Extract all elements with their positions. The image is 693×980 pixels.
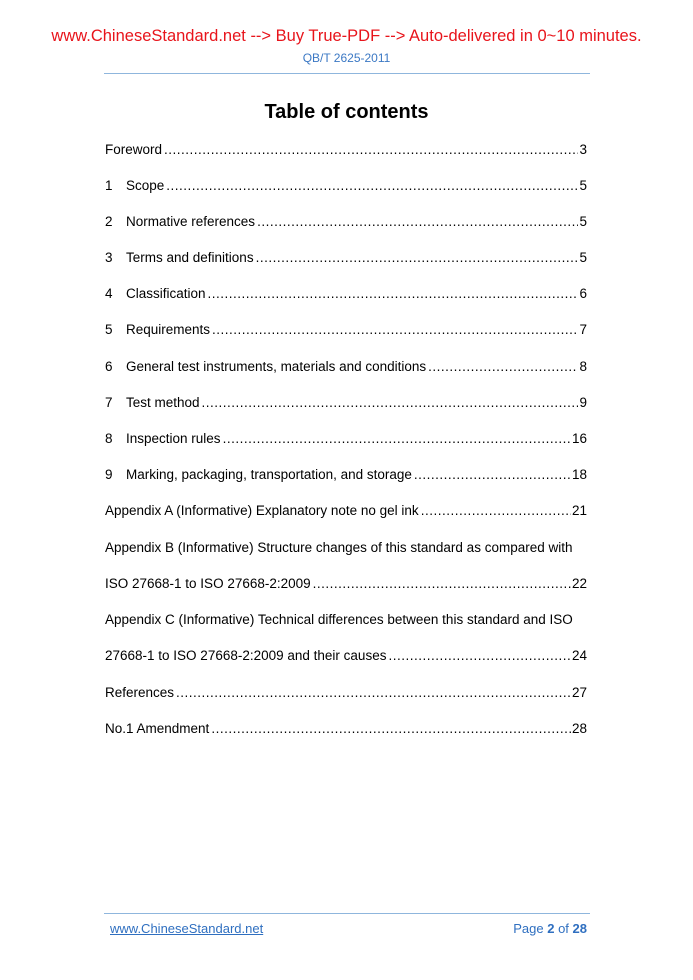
standard-code: QB/T 2625-2011 xyxy=(302,51,391,65)
footer-divider xyxy=(104,913,590,914)
toc-number: 9 xyxy=(105,467,113,482)
toc-label: 27668-1 to ISO 27668-2:2009 and their causes xyxy=(105,648,387,663)
toc-leader xyxy=(166,176,578,196)
toc-page: 8 xyxy=(579,359,587,374)
page-prefix: Page xyxy=(513,921,544,936)
toc-number: 3 xyxy=(105,250,113,265)
toc-entry[interactable] xyxy=(105,140,587,160)
toc-number: 8 xyxy=(105,431,113,446)
toc-leader xyxy=(202,393,579,413)
toc-label: References xyxy=(105,685,175,700)
toc-number: 6 xyxy=(105,359,113,374)
toc-page: 27 xyxy=(571,685,587,700)
toc-entry[interactable] xyxy=(105,501,587,521)
page-current: 2 xyxy=(547,921,555,936)
toc-page: 3 xyxy=(579,142,587,157)
toc-leader xyxy=(257,212,578,232)
toc-number: 1 xyxy=(105,178,113,193)
toc-label: Foreword xyxy=(105,142,163,157)
toc-leader xyxy=(428,357,578,377)
toc-page: 28 xyxy=(571,721,587,736)
toc-label: Classification xyxy=(126,286,206,301)
toc-leader xyxy=(212,320,578,340)
toc-page: 6 xyxy=(579,286,587,301)
toc-leader xyxy=(223,429,571,449)
toc-label: Test method xyxy=(126,395,200,410)
toc-leader xyxy=(313,574,571,594)
toc-page: 9 xyxy=(579,395,587,410)
toc-number: 2 xyxy=(105,214,113,229)
toc-number: 4 xyxy=(105,286,113,301)
toc-entry[interactable] xyxy=(105,320,587,340)
toc-entry[interactable] xyxy=(105,212,587,232)
toc-entry-continued[interactable]: Appendix C (Informative) Technical differences between this standard and ISO xyxy=(105,612,573,627)
toc-leader xyxy=(176,683,571,703)
toc-page: 18 xyxy=(571,467,587,482)
toc-label: No.1 Amendment xyxy=(105,721,210,736)
page-title: Table of contents xyxy=(264,101,429,123)
toc-label: Scope xyxy=(126,178,165,193)
page-of: of xyxy=(558,921,569,936)
toc-label: Inspection rules xyxy=(126,431,221,446)
toc-page: 16 xyxy=(571,431,587,446)
toc-entry[interactable] xyxy=(105,393,587,413)
toc-entry[interactable] xyxy=(105,248,587,268)
toc-page: 22 xyxy=(571,576,587,591)
toc-label: Normative references xyxy=(126,214,256,229)
toc-entry-continued[interactable]: Appendix B (Informative) Structure changes of this standard as compared with xyxy=(105,540,573,555)
page-total: 28 xyxy=(572,921,587,936)
page-number xyxy=(513,921,587,936)
toc-page: 24 xyxy=(571,648,587,663)
footer-site-link[interactable]: www.ChineseStandard.net xyxy=(110,921,264,936)
toc-leader xyxy=(388,646,571,666)
toc-entry[interactable] xyxy=(105,683,587,703)
toc-entry[interactable] xyxy=(105,719,587,739)
toc-leader xyxy=(208,284,579,304)
toc-entry[interactable] xyxy=(105,176,587,196)
toc-page: 5 xyxy=(579,178,587,193)
toc-label: Marking, packaging, transportation, and storage xyxy=(126,467,412,482)
header-banner: www.ChineseStandard.net --> Buy True-PDF --> Auto-delivered in 0~10 minutes. xyxy=(51,27,642,45)
toc-entry[interactable] xyxy=(105,284,587,304)
toc-entry[interactable] xyxy=(105,465,587,485)
toc-leader xyxy=(414,465,571,485)
toc-label: General test instruments, materials and conditions xyxy=(126,359,427,374)
toc-label: Requirements xyxy=(126,322,211,337)
toc-label: Appendix A (Informative) Explanatory note no gel ink xyxy=(105,503,419,518)
toc-number: 5 xyxy=(105,322,113,337)
toc-leader xyxy=(421,501,571,521)
toc-page: 21 xyxy=(571,503,587,518)
toc-entry[interactable] xyxy=(105,646,587,666)
toc-leader xyxy=(211,719,571,739)
toc-label: Terms and definitions xyxy=(126,250,254,265)
toc-page: 5 xyxy=(579,214,587,229)
toc-leader xyxy=(164,140,578,160)
toc-leader xyxy=(256,248,579,268)
toc-page: 7 xyxy=(579,322,587,337)
toc-number: 7 xyxy=(105,395,113,410)
header-divider xyxy=(104,73,590,74)
toc-label: ISO 27668-1 to ISO 27668-2:2009 xyxy=(105,576,311,591)
toc-entry[interactable] xyxy=(105,429,587,449)
toc-entry[interactable] xyxy=(105,357,587,377)
toc-entry[interactable] xyxy=(105,574,587,594)
toc-page: 5 xyxy=(579,250,587,265)
